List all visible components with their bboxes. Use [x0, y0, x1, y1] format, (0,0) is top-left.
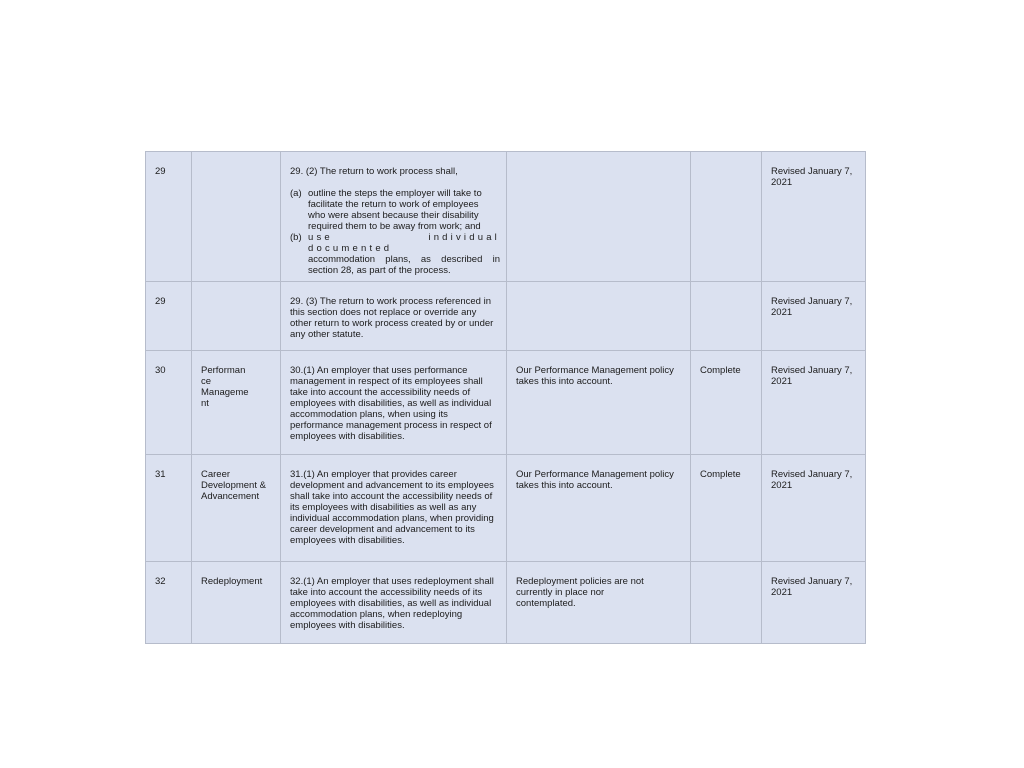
revised-date-cell: Revised January 7, 2021 — [762, 351, 866, 455]
section-number-cell: 31 — [146, 455, 192, 562]
table-row — [146, 351, 866, 455]
requirement-subitem-a — [290, 188, 500, 232]
response-cell — [507, 282, 691, 351]
topic-cell: Career Development & Advancement — [192, 455, 281, 562]
response-cell — [507, 152, 691, 282]
status-cell — [691, 282, 762, 351]
topic-cell — [192, 282, 281, 351]
table-row — [146, 562, 866, 644]
table-row — [146, 455, 866, 562]
requirement-cell: 30.(1) An employer that uses performance management in respect of its employees shall take into account the accessibility needs of employees with disabilities, as well as individual accommodation plans, when using its performance management process in respect of employees with disabilities. — [281, 351, 507, 455]
response-cell: Redeployment policies are not currently in place nor contemplated. — [507, 562, 691, 644]
requirement-intro: 29. (2) The return to work process shall, — [290, 166, 458, 177]
subitem-text: outline the steps the employer will take to facilitate the return to work of employees who were absent because their disability required them to be away from work; and — [308, 188, 482, 232]
accessibility-compliance-table — [145, 151, 866, 644]
status-cell — [691, 152, 762, 282]
subitem-label: (a) — [290, 188, 302, 199]
topic-cell: Performan ce Manageme nt — [192, 351, 281, 455]
subitem-label: (b) — [290, 232, 302, 243]
revised-date-cell: Revised January 7, 2021 — [762, 455, 866, 562]
requirement-cell: 31.(1) An employer that provides career development and advancement to its employees shall take into account the accessibility needs of its employees with disabilities as well as any individual accommodation plans, when providing career development and advancement to its employees with disabilities. — [281, 455, 507, 562]
table-row — [146, 282, 866, 351]
section-number-cell: 30 — [146, 351, 192, 455]
requirement-subitem-b — [290, 232, 500, 276]
requirement-cell — [281, 152, 507, 282]
requirement-cell: 29. (3) The return to work process referenced in this section does not replace or override any other return to work process created by or under any other statute. — [281, 282, 507, 351]
subitem-text-line: use individual documented — [308, 232, 500, 254]
topic-cell — [192, 152, 281, 282]
status-cell: Complete — [691, 351, 762, 455]
revised-date-cell: Revised January 7, 2021 — [762, 152, 866, 282]
subitem-text-line: section 28, as part of the process. — [308, 265, 451, 276]
requirement-cell: 32.(1) An employer that uses redeployment shall take into account the accessibility needs of its employees with disabilities, as well as individual accommodation plans, when redeploying employees with disabilities. — [281, 562, 507, 644]
section-number-cell: 32 — [146, 562, 192, 644]
status-cell: Complete — [691, 455, 762, 562]
subitem-text-line: accommodation plans, as described in — [308, 254, 500, 265]
revised-date-cell: Revised January 7, 2021 — [762, 282, 866, 351]
accessibility-compliance-table-wrapper — [145, 151, 865, 644]
table-row — [146, 152, 866, 282]
section-number-cell: 29 — [146, 282, 192, 351]
response-cell: Our Performance Management policy takes this into account. — [507, 455, 691, 562]
section-number-cell: 29 — [146, 152, 192, 282]
status-cell — [691, 562, 762, 644]
revised-date-cell: Revised January 7, 2021 — [762, 562, 866, 644]
response-cell: Our Performance Management policy takes this into account. — [507, 351, 691, 455]
topic-cell: Redeployment — [192, 562, 281, 644]
